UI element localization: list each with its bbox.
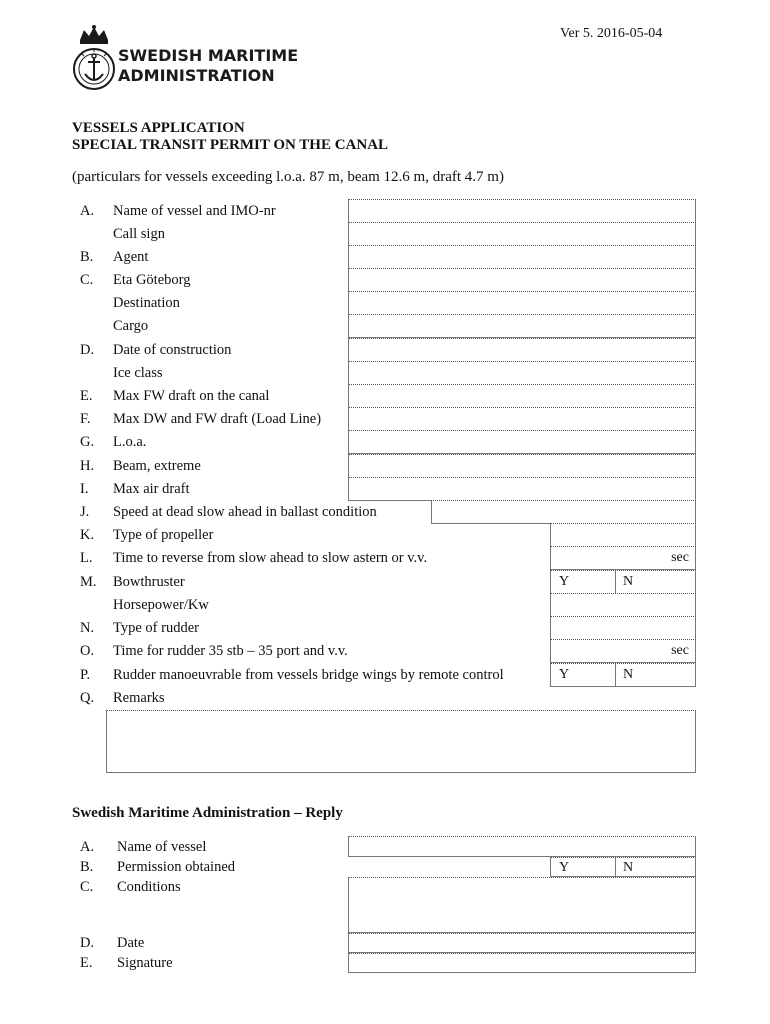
row-label: Destination [113, 295, 180, 311]
input-field[interactable] [348, 430, 696, 454]
row-label: Max DW and FW draft (Load Line) [113, 411, 322, 427]
no-option[interactable]: N [623, 574, 634, 589]
row-letter: C. [80, 272, 94, 288]
input-field[interactable] [348, 477, 696, 501]
row-letter: Q. [80, 690, 95, 706]
row-label: L.o.a. [113, 434, 147, 450]
reply-letter: B. [80, 859, 94, 875]
input-field[interactable] [550, 593, 696, 617]
reply-label: Date [117, 935, 145, 951]
row-letter: P. [80, 667, 91, 683]
row-letter: B. [80, 249, 94, 265]
reply-title: Swedish Maritime Administration – Reply [72, 805, 343, 821]
row-label: Eta Göteborg [113, 272, 191, 288]
reply-label: Name of vessel [117, 839, 207, 855]
input-field[interactable] [348, 314, 696, 338]
input-field[interactable] [431, 500, 696, 524]
input-field[interactable] [550, 523, 696, 547]
row-label: Time for rudder 35 stb – 35 port and v.v. [113, 643, 348, 659]
row-letter: J. [80, 504, 90, 520]
row-label: Type of rudder [113, 620, 199, 636]
reply-letter: E. [80, 955, 93, 971]
yes-option[interactable]: Y [559, 860, 570, 875]
yes-no-field[interactable] [550, 570, 696, 594]
row-letter: I. [80, 481, 89, 497]
row-letter: E. [80, 388, 93, 404]
reply-date-field[interactable] [348, 933, 696, 953]
unit-label: sec [671, 550, 689, 565]
no-option[interactable]: N [623, 860, 634, 875]
row-label: Cargo [113, 318, 149, 334]
row-label: Name of vessel and IMO-nr [113, 203, 276, 219]
no-option[interactable]: N [623, 667, 634, 682]
row-label: Beam, extreme [113, 458, 201, 474]
input-field[interactable] [348, 338, 696, 362]
input-field[interactable] [550, 639, 696, 663]
input-field[interactable] [348, 454, 696, 478]
reply-letter: D. [80, 935, 95, 951]
yes-no-divider [615, 571, 616, 593]
input-field[interactable] [348, 268, 696, 292]
row-label: Date of construction [113, 342, 232, 358]
form-title: VESSELS APPLICATION [72, 120, 245, 136]
row-label: Call sign [113, 226, 165, 242]
input-field[interactable] [348, 361, 696, 385]
remarks-field[interactable] [106, 710, 696, 773]
logo-line-2: ADMINISTRATION [118, 66, 275, 85]
row-label: Agent [113, 249, 149, 265]
unit-label: sec [671, 643, 689, 658]
reply-letter: A. [80, 839, 95, 855]
row-label: Speed at dead slow ahead in ballast condition [113, 504, 377, 520]
reply-label: Permission obtained [117, 859, 236, 875]
row-letter: L. [80, 550, 93, 566]
input-field[interactable] [550, 546, 696, 570]
logo-line-1: SWEDISH MARITIME [118, 46, 299, 65]
crown-anchor-emblem-icon [72, 24, 116, 94]
yes-no-divider [615, 664, 616, 686]
reply-conditions-field[interactable] [348, 877, 696, 933]
row-letter: O. [80, 643, 95, 659]
input-field[interactable] [348, 245, 696, 269]
version-label: Ver 5. 2016-05-04 [560, 26, 663, 41]
reply-label: Signature [117, 955, 173, 971]
row-letter: M. [80, 574, 97, 590]
input-field[interactable] [348, 407, 696, 431]
input-field[interactable] [550, 616, 696, 640]
yes-no-field[interactable] [550, 663, 696, 687]
reply-letter: C. [80, 879, 94, 895]
row-label: Rudder manoeuvrable from vessels bridge wings by remote control [113, 667, 504, 683]
row-label: Ice class [113, 365, 163, 381]
reply-vessel-name-field[interactable] [348, 836, 696, 857]
reply-label: Conditions [117, 879, 181, 895]
row-letter: G. [80, 434, 95, 450]
form-subtitle: SPECIAL TRANSIT PERMIT ON THE CANAL [72, 137, 389, 153]
row-label: Remarks [113, 690, 165, 706]
reply-signature-field[interactable] [348, 953, 696, 973]
row-label: Type of propeller [113, 527, 214, 543]
row-letter: D. [80, 342, 95, 358]
yes-option[interactable]: Y [559, 574, 570, 589]
input-field[interactable] [348, 199, 696, 223]
reply-permission-field[interactable] [550, 857, 696, 877]
row-letter: K. [80, 527, 95, 543]
row-letter: F. [80, 411, 91, 427]
row-label: Max FW draft on the canal [113, 388, 270, 404]
row-letter: A. [80, 203, 95, 219]
form-intro: (particulars for vessels exceeding l.o.a. 87 m, beam 12.6 m, draft 4.7 m) [72, 169, 504, 185]
row-label: Max air draft [113, 481, 190, 497]
yes-option[interactable]: Y [559, 667, 570, 682]
row-letter: H. [80, 458, 95, 474]
agency-logo [72, 24, 312, 94]
row-label: Bowthruster [113, 574, 185, 590]
row-label: Horsepower/Kw [113, 597, 209, 613]
yes-no-divider [615, 858, 616, 876]
input-field[interactable] [348, 384, 696, 408]
row-label: Time to reverse from slow ahead to slow astern or v.v. [113, 550, 428, 566]
input-field[interactable] [348, 222, 696, 246]
input-field[interactable] [348, 291, 696, 315]
row-letter: N. [80, 620, 95, 636]
